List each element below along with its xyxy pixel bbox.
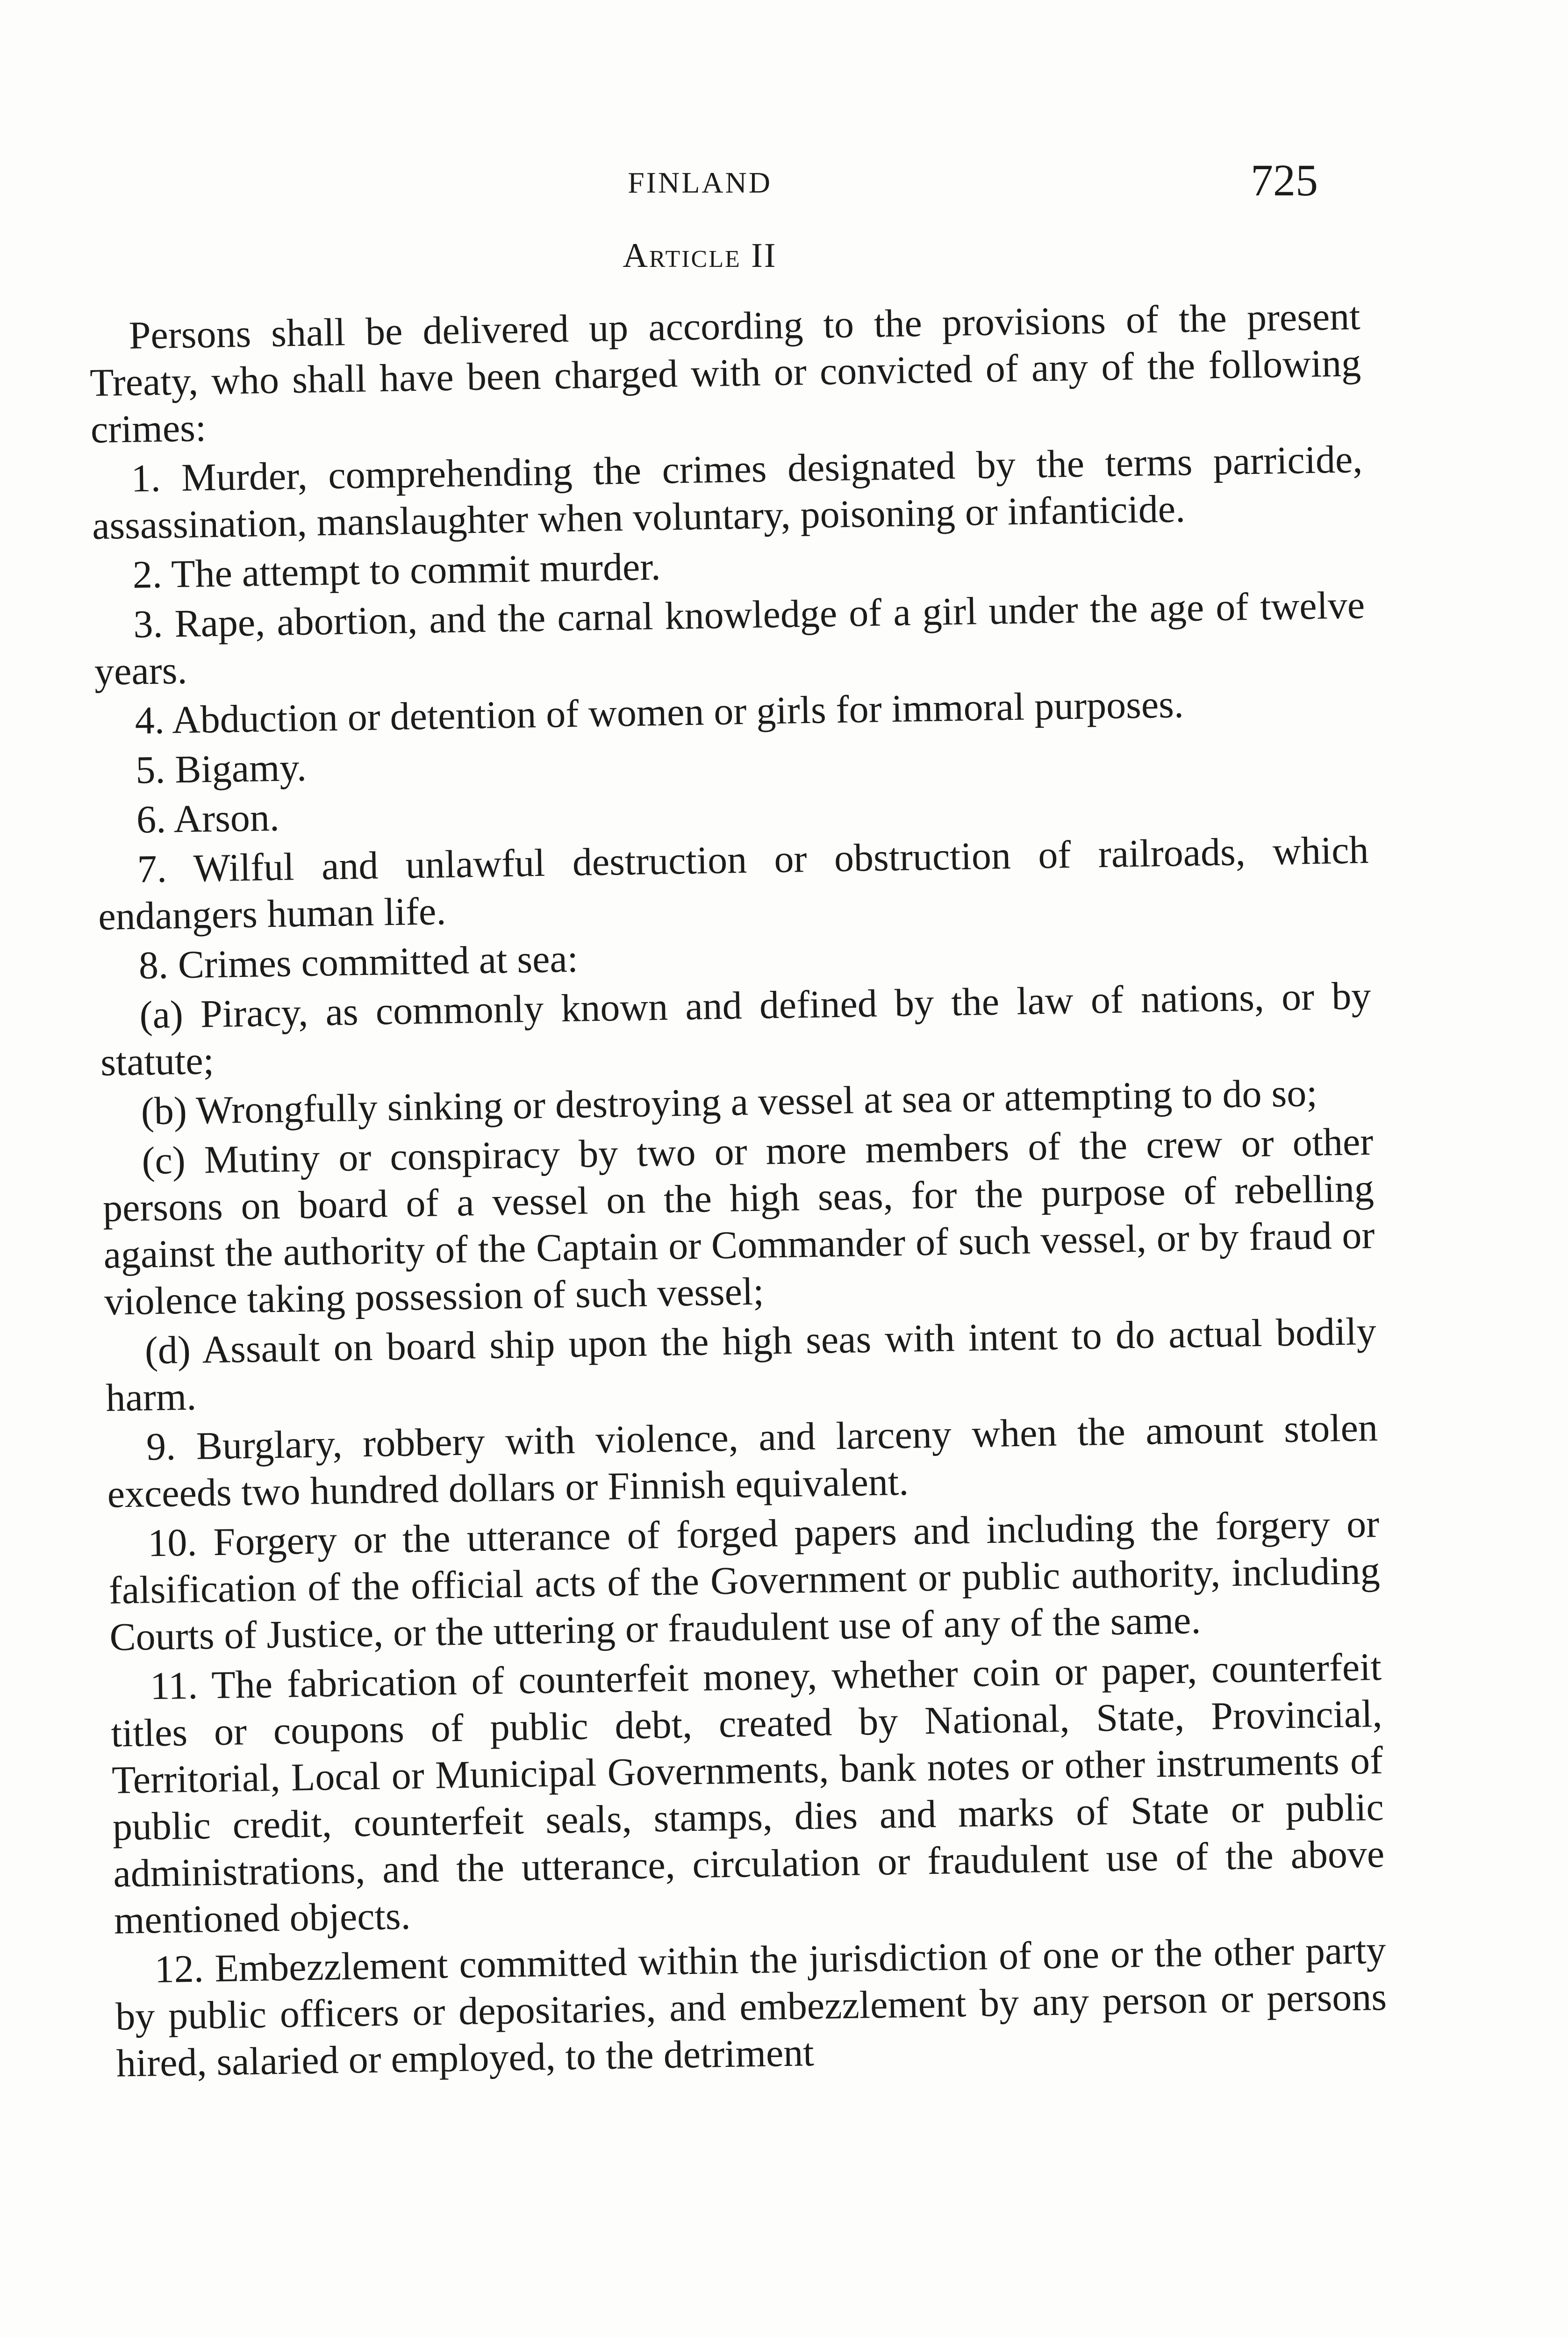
crime-item-8: 8. Crimes committed at sea: <box>138 937 579 988</box>
crime-item-12: 12. Embezzlement committed within the jurisdiction of one or the other party by public officers or depositaries, and embezzlement by any person or persons hired, salaried or employed, to the detriment <box>115 1928 1387 2086</box>
article-body <box>89 293 1388 2090</box>
crime-item-4: 4. Abduction or detention of women or girls for immoral purposes. <box>134 682 1184 743</box>
crime-item-3: 3. Rape, abortion, and the carnal knowledge of a girl under the age of twelve years. <box>94 583 1365 694</box>
running-head: FINLAND <box>628 166 772 199</box>
crime-item-8a: (a) Piracy, as commonly known and defined by the law of nations, or by statute; <box>100 974 1372 1084</box>
article-title: Article II <box>623 237 777 275</box>
crime-item-10: 10. Forgery or the utterance of forged papers and including the forgery or falsification of the official acts of the Government or public authority, including Courts of Justice, or the uttering or fraudulent use of any of the same. <box>108 1502 1381 1659</box>
crime-item-1: 1. Murder, comprehending the crimes designated by the terms parricide, assassination, manslaughter when voluntary, poisoning or infanticide. <box>92 437 1363 548</box>
crime-item-11: 11. The fabrication of counterfeit money, whether coin or paper, counterfeit titles or coupons of public debt, created by National, State, Provincial, Territorial, Local or Municipal Governments, bank notes or other instruments of public credit, counterfeit seals, stamps, dies and marks of State or public administrations, and the utterance, circulation or fraudulent use of the above mentioned objects. <box>111 1645 1385 1943</box>
crime-item-5: 5. Bigamy. <box>135 746 307 792</box>
intro-paragraph: Persons shall be delivered up according to the provisions of the present Treaty, who shall have been charged with or convicted of any of the following crimes: <box>89 294 1361 452</box>
crime-item-8d: (d) Assault on board ship upon the high seas with intent to do actual bodily harm. <box>105 1310 1377 1420</box>
crime-item-8c: (c) Mutiny or conspiracy by two or more members of the crew or other persons on board of a vessel on the high seas, for the purpose of rebelling against the authority of the Captain or Commander of such vessel, or by fraud or violence taking possession of such vessel; <box>102 1120 1375 1324</box>
crime-item-9: 9. Burglary, robbery with violence, and larceny when the amount stolen exceeds two hundred dollars or Finnish equivalent. <box>107 1405 1378 1516</box>
page-header <box>82 154 1318 215</box>
crime-item-8b: (b) Wrongfully sinking or destroying a vessel at sea or attempting to do so; <box>141 1071 1318 1133</box>
crime-item-7: 7. Wilful and unlawful destruction or obstruction of railroads, which endangers human life. <box>98 828 1369 939</box>
crime-item-6: 6. Arson. <box>136 796 280 842</box>
page-number: 725 <box>1251 155 1318 205</box>
crime-item-2: 2. The attempt to commit murder. <box>132 545 661 597</box>
